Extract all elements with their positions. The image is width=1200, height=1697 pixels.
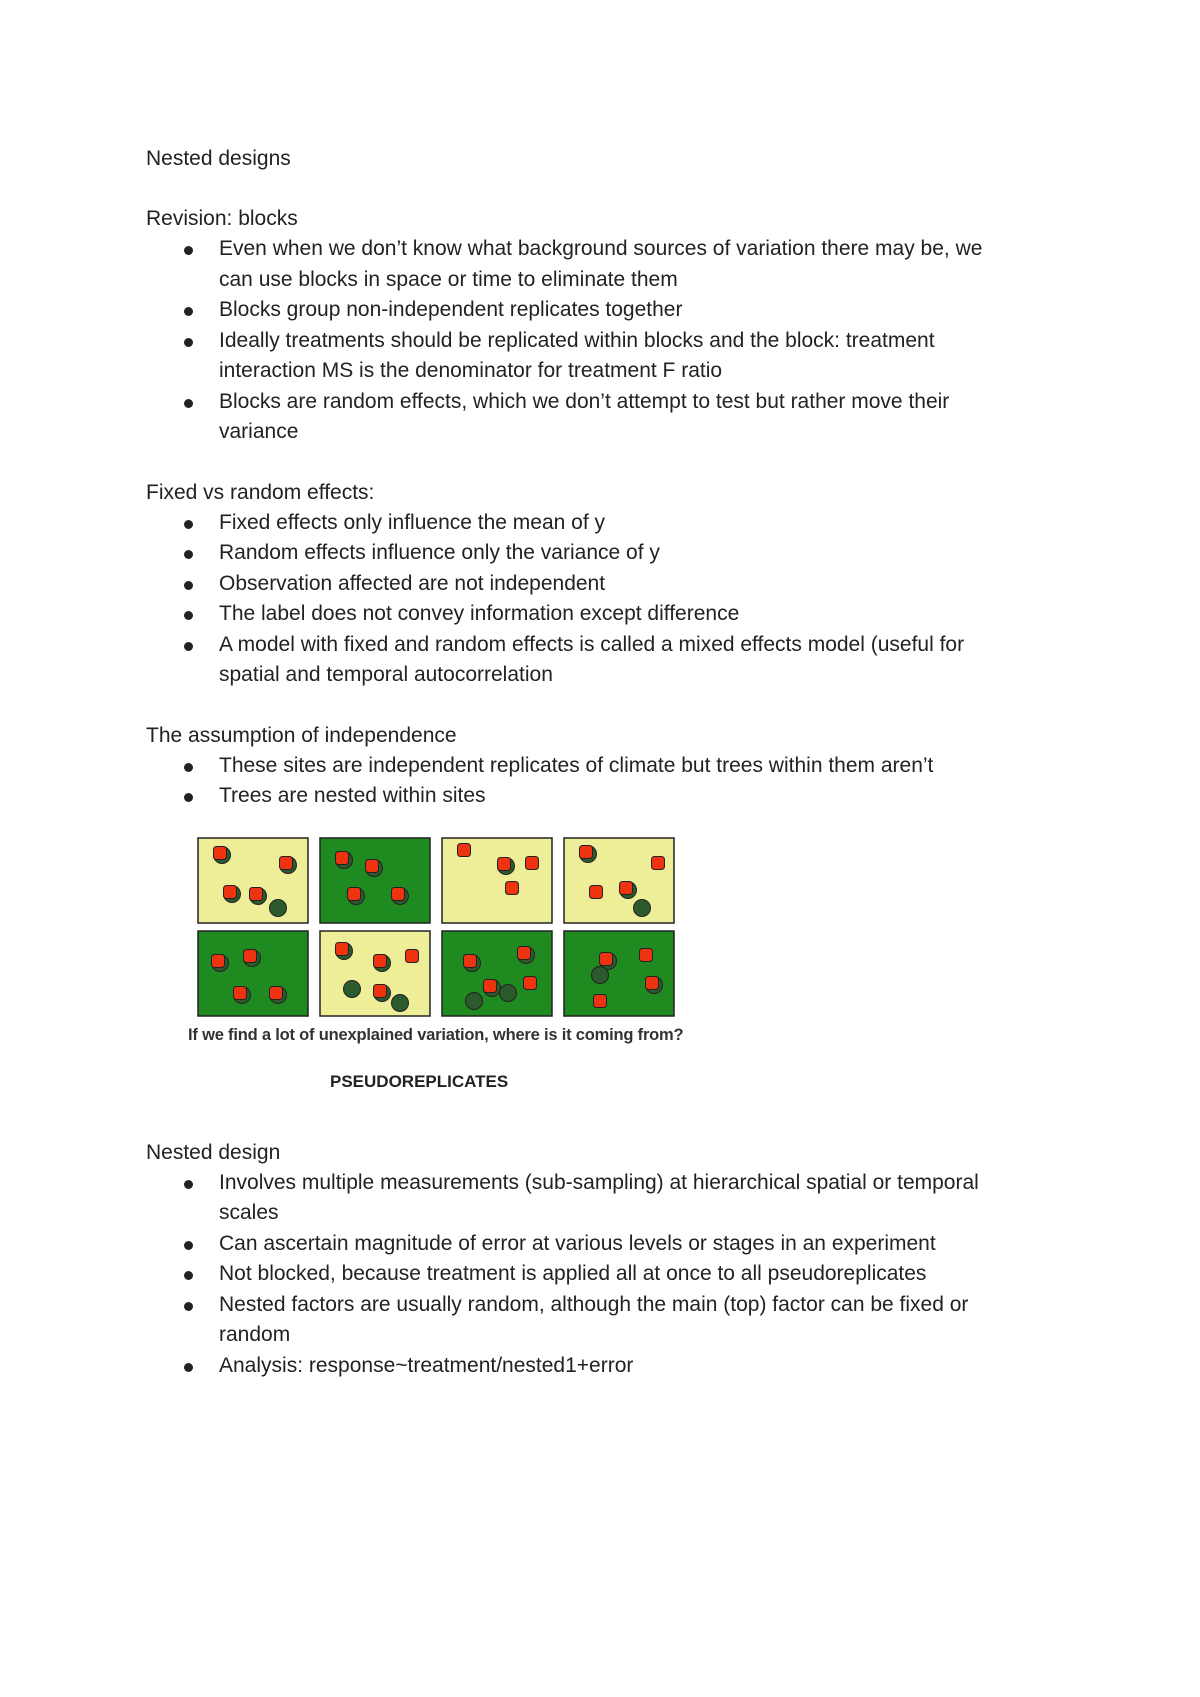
- bullet-icon: [184, 1241, 193, 1250]
- list-item-text: Fixed effects only influence the mean of y: [219, 510, 605, 534]
- plot-cell-dark: [198, 931, 308, 1016]
- tree-square-marker: [646, 976, 659, 989]
- tree-square-marker: [484, 979, 497, 992]
- list-item-continuation: [146, 660, 1066, 691]
- tree-square-marker: [600, 952, 613, 965]
- tree-square-marker: [620, 881, 633, 894]
- tree-square-marker: [590, 885, 603, 898]
- section-nested-design: [146, 1138, 1066, 1382]
- bullet-list: [146, 751, 1066, 812]
- list-item-text: Random effects influence only the variance of y: [219, 541, 660, 564]
- bullet-list: [146, 1168, 1066, 1382]
- list-item: [146, 1168, 1066, 1199]
- list-item-text: scales: [219, 1201, 279, 1224]
- section-fixed-vs-random: [146, 478, 1066, 691]
- list-item-text: random: [219, 1323, 291, 1346]
- list-item-text: Ideally treatments should be replicated within blocks and the block: treatment: [219, 328, 935, 352]
- tree-circle-marker: [500, 984, 517, 1001]
- tree-square-marker: [498, 857, 511, 870]
- bullet-icon: [184, 763, 193, 772]
- list-item: [146, 599, 1066, 630]
- list-item-continuation: [146, 1198, 1066, 1229]
- list-item-text: can use blocks in space or time to eliminate them: [219, 267, 678, 291]
- tree-circle-marker: [344, 980, 361, 997]
- list-item-text: Can ascertain magnitude of error at various levels or stages in an experiment: [219, 1231, 936, 1255]
- tree-square-marker: [244, 949, 257, 962]
- bullet-icon: [184, 793, 193, 802]
- plot-cell-dark: [442, 931, 552, 1016]
- list-item: [146, 751, 1066, 782]
- tree-circle-marker: [392, 994, 409, 1011]
- list-item: [146, 326, 1066, 357]
- tree-square-marker: [652, 856, 665, 869]
- list-item-text: Observation affected are not independent: [219, 571, 606, 595]
- list-item: [146, 1351, 1066, 1382]
- tree-square-marker: [464, 954, 477, 967]
- tree-square-marker: [336, 942, 349, 955]
- bullet-icon: [184, 1302, 193, 1311]
- list-item: [146, 295, 1066, 326]
- tree-circle-marker: [270, 899, 287, 916]
- bullet-list: [146, 508, 1066, 691]
- list-item-continuation: [146, 265, 1066, 296]
- list-item: [146, 1229, 1066, 1260]
- tree-circle-marker: [466, 992, 483, 1009]
- section-heading: The assumption of independence: [146, 723, 457, 747]
- tree-circle-marker: [592, 966, 609, 983]
- tree-square-marker: [374, 984, 387, 997]
- bullet-icon: [184, 246, 193, 255]
- list-item-text: Not blocked, because treatment is applied all at once to all pseudoreplicates: [219, 1262, 927, 1285]
- tree-square-marker: [406, 949, 419, 962]
- bullet-icon: [184, 307, 193, 316]
- tree-square-marker: [270, 986, 283, 999]
- list-item-text: Blocks group non-independent replicates together: [219, 298, 683, 321]
- list-item-continuation: [146, 356, 1066, 387]
- tree-square-marker: [234, 986, 247, 999]
- bullet-list: [146, 234, 1066, 448]
- list-item-continuation: [146, 1320, 1066, 1351]
- list-item: [146, 630, 1066, 661]
- tree-square-marker: [458, 843, 471, 856]
- list-item-text: The label does not convey information except difference: [219, 602, 740, 625]
- tree-square-marker: [280, 856, 293, 869]
- tree-square-marker: [640, 948, 653, 961]
- list-item-text: Trees are nested within sites: [219, 784, 486, 807]
- list-item: [146, 234, 1066, 265]
- plot-cell-dark: [564, 931, 674, 1016]
- bullet-icon: [184, 550, 193, 559]
- list-item: [146, 1290, 1066, 1321]
- tree-square-marker: [212, 954, 225, 967]
- section-heading: Nested design: [146, 1140, 281, 1164]
- bullet-icon: [184, 1271, 193, 1280]
- list-item-continuation: [146, 417, 1066, 448]
- section-revision-blocks: [146, 204, 1066, 448]
- bullet-icon: [184, 520, 193, 529]
- pseudoreplicates-figure: [188, 836, 734, 1106]
- plot-grid: [194, 836, 704, 1021]
- list-item-text: Even when we don’t know what background sources of variation there may be, we: [219, 237, 983, 260]
- bullet-icon: [184, 399, 193, 408]
- list-item: [146, 569, 1066, 600]
- figure-label: PSEUDOREPLICATES: [330, 1071, 509, 1091]
- bullet-icon: [184, 1180, 193, 1189]
- bullet-icon: [184, 581, 193, 590]
- bullet-icon: [184, 642, 193, 651]
- tree-square-marker: [374, 954, 387, 967]
- tree-square-marker: [348, 887, 361, 900]
- list-item-text: variance: [219, 420, 299, 443]
- tree-square-marker: [524, 976, 537, 989]
- bullet-icon: [184, 338, 193, 347]
- list-item: [146, 387, 1066, 418]
- list-item: [146, 508, 1066, 539]
- tree-square-marker: [526, 856, 539, 869]
- tree-circle-marker: [634, 899, 651, 916]
- tree-square-marker: [392, 887, 405, 900]
- list-item: [146, 538, 1066, 569]
- bullet-icon: [184, 1363, 193, 1372]
- tree-square-marker: [506, 881, 519, 894]
- list-item-text: A model with fixed and random effects is called a mixed effects model (useful for: [219, 632, 965, 656]
- list-item: [146, 1259, 1066, 1290]
- tree-square-marker: [518, 946, 531, 959]
- figure-caption: If we find a lot of unexplained variation, where is it coming from?: [188, 1025, 684, 1044]
- list-item: [146, 781, 1066, 812]
- tree-square-marker: [366, 859, 379, 872]
- tree-square-marker: [250, 887, 263, 900]
- list-item-text: Involves multiple measurements (sub-sampling) at hierarchical spatial or temporal: [219, 1170, 979, 1194]
- list-item-text: spatial and temporal autocorrelation: [219, 663, 553, 686]
- list-item-text: Nested factors are usually random, although the main (top) factor can be fixed or: [219, 1292, 969, 1316]
- list-item-text: interaction MS is the denominator for treatment F ratio: [219, 359, 723, 382]
- tree-square-marker: [580, 845, 593, 858]
- tree-square-marker: [594, 994, 607, 1007]
- bullet-icon: [184, 611, 193, 620]
- section-heading: Revision: blocks: [146, 207, 298, 230]
- list-item-text: Blocks are random effects, which we don’t attempt to test but rather move their: [219, 389, 950, 413]
- tree-square-marker: [336, 851, 349, 864]
- title-section: [146, 144, 1066, 174]
- tree-square-marker: [214, 846, 227, 859]
- tree-square-marker: [224, 885, 237, 898]
- plot-cell-dark: [320, 838, 430, 923]
- list-item-text: Analysis: response~treatment/nested1+error: [219, 1353, 634, 1377]
- list-item-text: These sites are independent replicates of climate but trees within them aren’t: [219, 753, 934, 777]
- section-independence: [146, 721, 1066, 812]
- page-title: Nested designs: [146, 147, 291, 170]
- document-content: [146, 144, 1066, 1381]
- section-heading: Fixed vs random effects:: [146, 480, 375, 504]
